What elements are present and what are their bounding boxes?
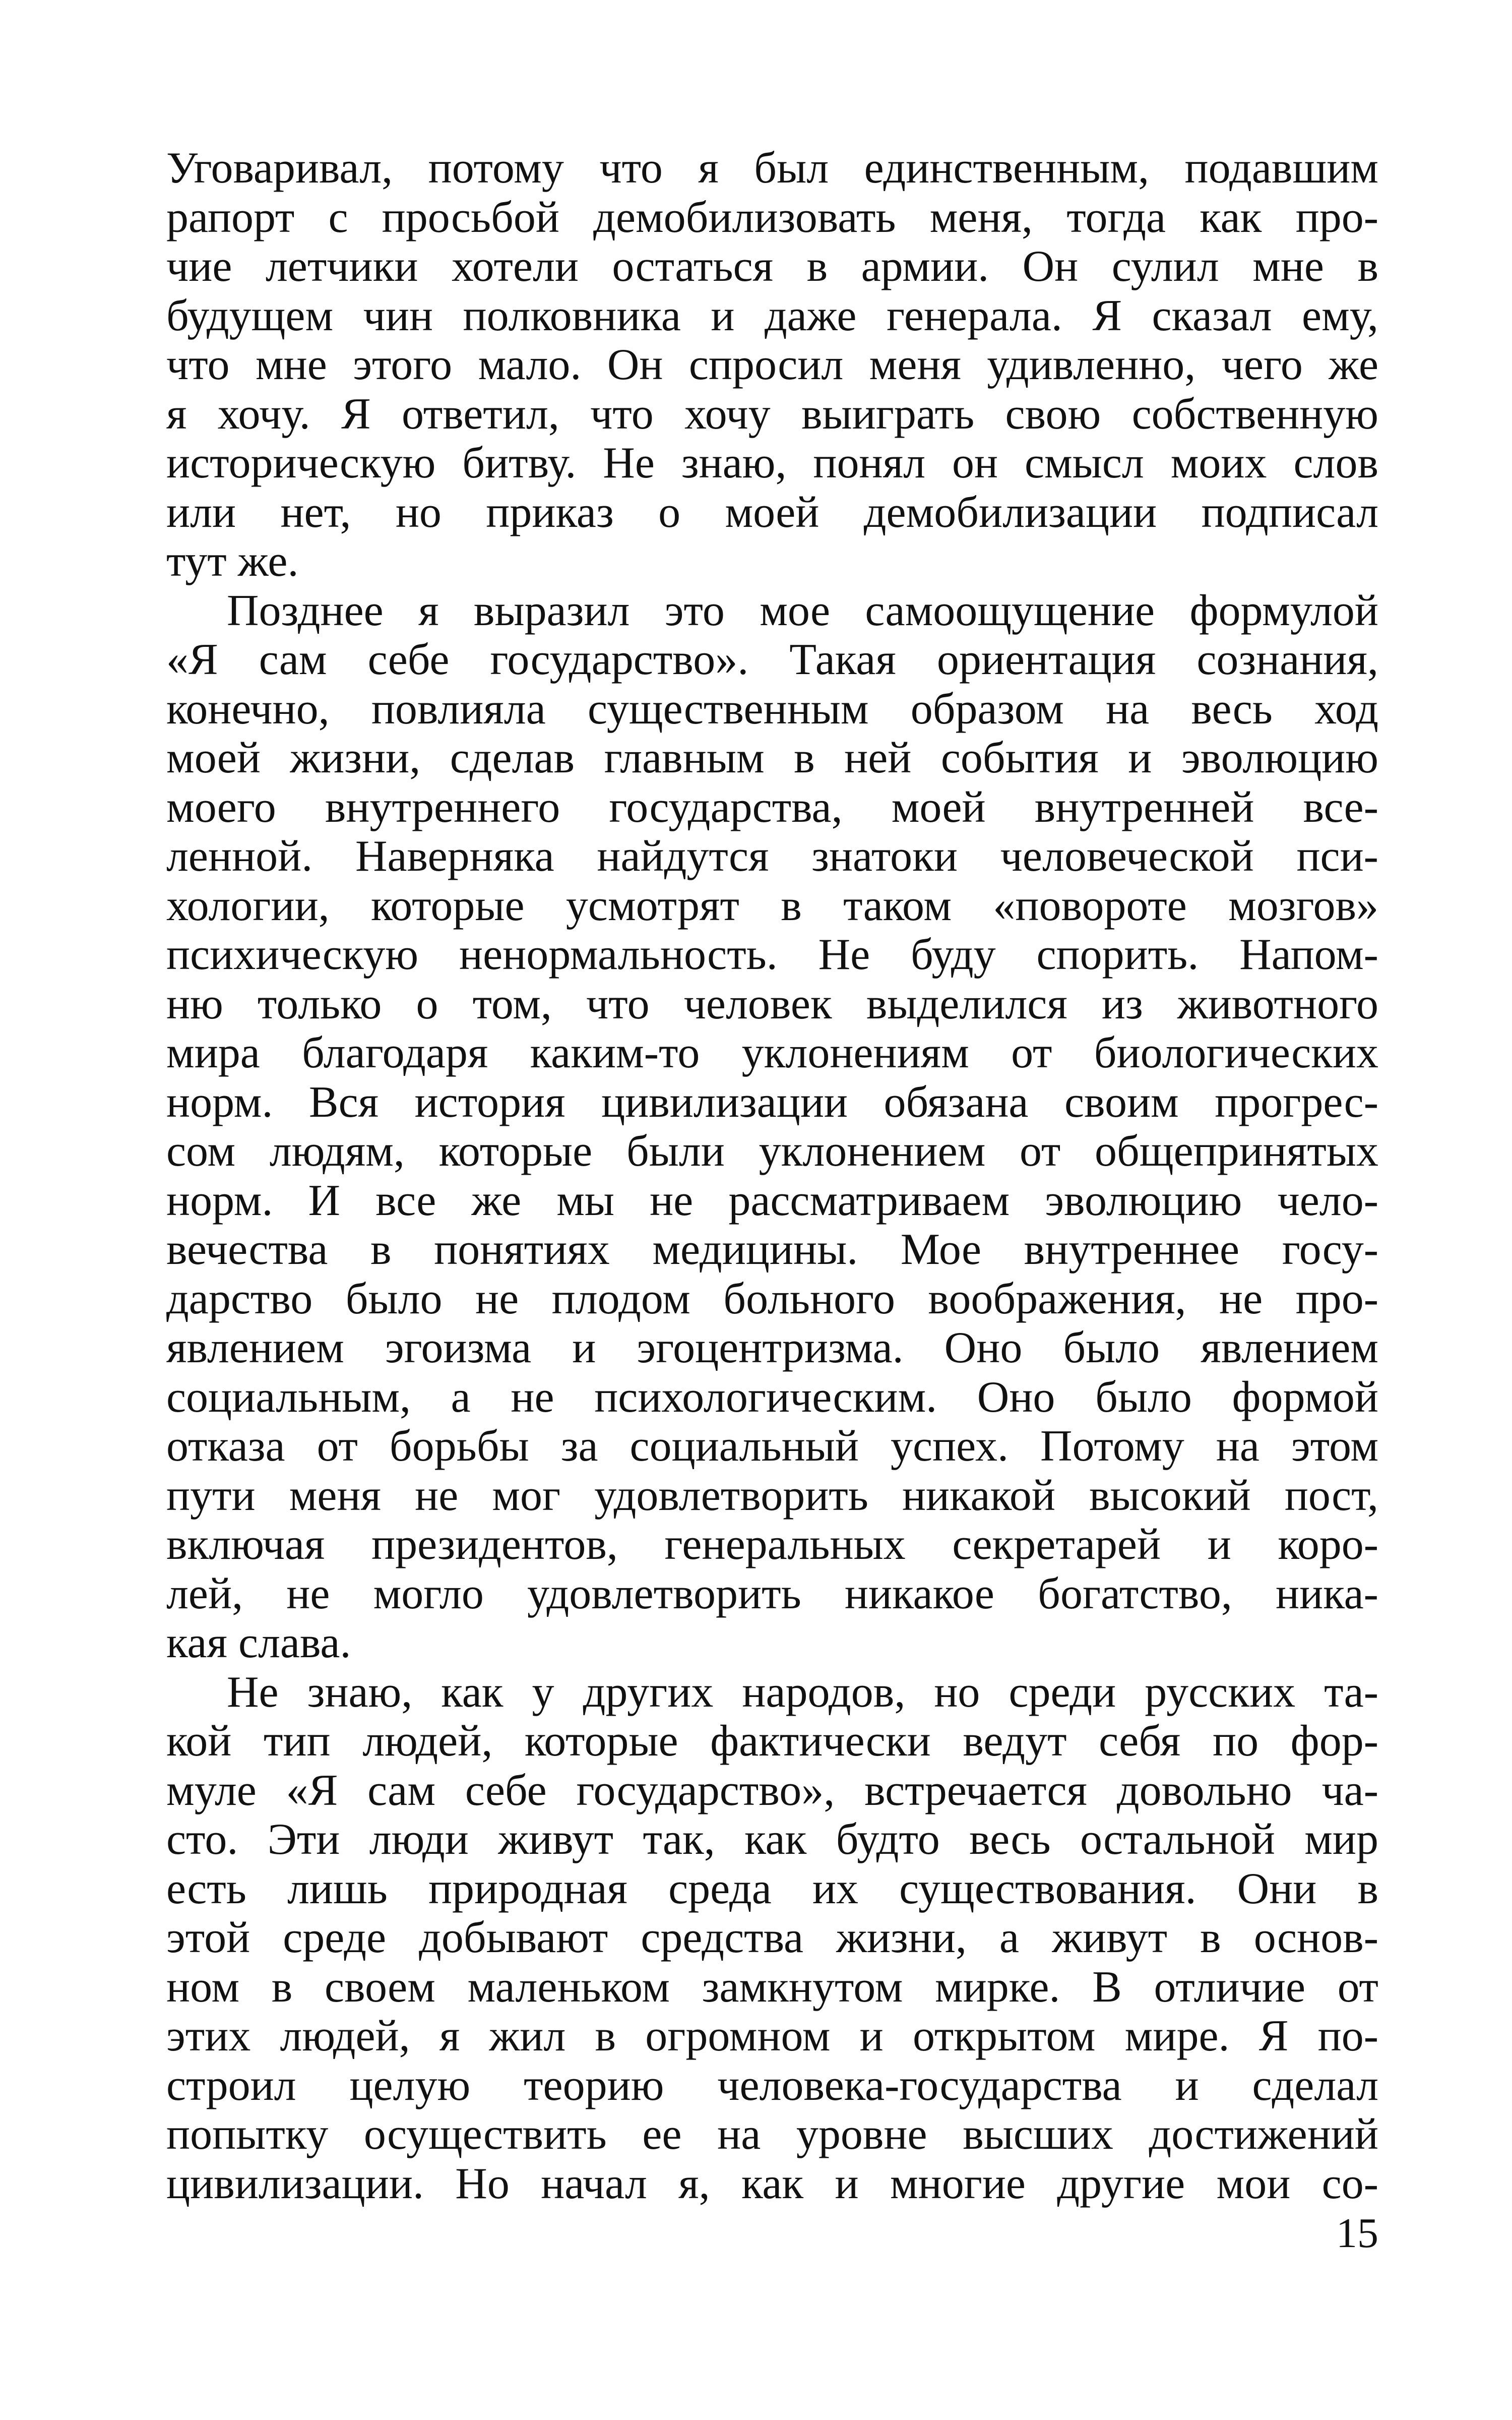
- text-line: явлением эгоизма и эгоцентризма. Оно было явлением: [166, 1323, 1378, 1372]
- text-line: муле «Я сам себе государство», встречается довольно ча-: [166, 1766, 1378, 1815]
- text-line: норм. И все же мы не рассматриваем эволюцию чело-: [166, 1176, 1378, 1225]
- text-line: мира благодаря каким-то уклонениям от биологических: [166, 1028, 1378, 1077]
- text-line: строил целую теорию человека-государства и сделал: [166, 2061, 1378, 2110]
- text-line: или нет, но приказ о моей демобилизации подписал: [166, 488, 1378, 537]
- text-line: кой тип людей, которые фактически ведут себя по фор-: [166, 1717, 1378, 1766]
- body-text: [166, 144, 1378, 2208]
- text-line: сом людям, которые были уклонением от общепринятых: [166, 1127, 1378, 1176]
- text-line: есть лишь природная среда их существования. Они в: [166, 1864, 1378, 1913]
- text-line: вечества в понятиях медицины. Мое внутреннее госу-: [166, 1225, 1378, 1274]
- text-line: норм. Вся история цивилизации обязана своим прогрес-: [166, 1077, 1378, 1127]
- text-line: дарство было не плодом больного воображения, не про-: [166, 1274, 1378, 1323]
- paragraph: [166, 1668, 1378, 2209]
- text-line: моего внутреннего государства, моей внутренней все-: [166, 782, 1378, 832]
- text-line: чие летчики хотели остаться в армии. Он сулил мне в: [166, 242, 1378, 291]
- text-line: этих людей, я жил в огромном и открытом мире. Я по-: [166, 2012, 1378, 2061]
- text-line: моей жизни, сделав главным в ней события и эволюцию: [166, 734, 1378, 782]
- text-line: ню только о том, что человек выделился из животного: [166, 979, 1378, 1028]
- text-line: ном в своем маленьком замкнутом мирке. В отличие от: [166, 1962, 1378, 2012]
- text-line: рапорт с просьбой демобилизовать меня, тогда как про-: [166, 193, 1378, 242]
- text-line: ленной. Наверняка найдутся знатоки человеческой пси-: [166, 832, 1378, 881]
- paragraph: [166, 586, 1378, 1668]
- text-line: историческую битву. Не знаю, понял он смысл моих слов: [166, 439, 1378, 488]
- text-line: психическую ненормальность. Не буду спорить. Напом-: [166, 930, 1378, 979]
- text-line: этой среде добывают средства жизни, а живут в основ-: [166, 1913, 1378, 1962]
- text-line: лей, не могло удовлетворить никакое богатство, ника-: [166, 1569, 1378, 1618]
- text-line: включая президентов, генеральных секретарей и коро-: [166, 1520, 1378, 1569]
- text-line: будущем чин полковника и даже генерала. Я сказал ему,: [166, 291, 1378, 340]
- text-line: что мне этого мало. Он спросил меня удивленно, чего же: [166, 340, 1378, 389]
- text-line: пути меня не мог удовлетворить никакой высокий пост,: [166, 1471, 1378, 1520]
- text-line: кая слава.: [166, 1618, 351, 1667]
- text-line: конечно, повлияла существенным образом на весь ход: [166, 684, 1378, 734]
- text-line: цивилизации. Но начал я, как и многие другие мои со-: [166, 2159, 1378, 2208]
- text-line: «Я сам себе государство». Такая ориентация сознания,: [166, 635, 1378, 684]
- paragraph: [166, 144, 1378, 586]
- text-line: попытку осуществить ее на уровне высших достижений: [166, 2110, 1378, 2159]
- page-number: 15: [1336, 2210, 1378, 2257]
- text-line: Уговаривал, потому что я был единственным, подавшим: [166, 144, 1378, 193]
- text-line: отказа от борьбы за социальный успех. Потому на этом: [166, 1422, 1378, 1471]
- text-line: тут же.: [166, 537, 299, 586]
- text-line: Позднее я выразил это мое самоощущение формулой: [227, 586, 1378, 635]
- text-line: сто. Эти люди живут так, как будто весь остальной мир: [166, 1815, 1378, 1864]
- text-line: Не знаю, как у других народов, но среди русских та-: [227, 1667, 1378, 1717]
- text-line: хологии, которые усмотрят в таком «повороте мозгов»: [166, 881, 1378, 930]
- text-line: я хочу. Я ответил, что хочу выиграть свою собственную: [166, 389, 1378, 439]
- text-line: социальным, а не психологическим. Оно было формой: [166, 1372, 1378, 1422]
